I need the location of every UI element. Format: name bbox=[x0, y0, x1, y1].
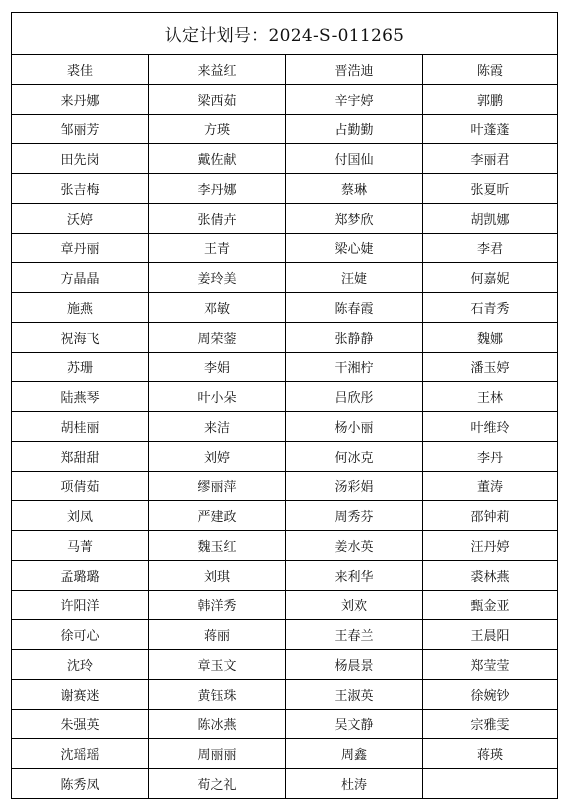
name-cell: 施燕 bbox=[12, 293, 149, 323]
name-cell: 潘玉婷 bbox=[423, 353, 557, 383]
name-cell: 姜水英 bbox=[286, 531, 423, 561]
name-cell: 蔡琳 bbox=[286, 174, 423, 204]
name-cell: 沈玲 bbox=[12, 650, 149, 680]
name-cell: 干湘柠 bbox=[286, 353, 423, 383]
name-cell: 陈秀凤 bbox=[12, 769, 149, 799]
name-cell: 胡桂丽 bbox=[12, 412, 149, 442]
name-cell: 马菁 bbox=[12, 531, 149, 561]
plan-number-title: 认定计划号：2024-S-011265 bbox=[12, 13, 557, 55]
name-cell: 沃婷 bbox=[12, 204, 149, 234]
name-cell: 章玉文 bbox=[149, 650, 286, 680]
name-cell: 苏珊 bbox=[12, 353, 149, 383]
name-cell: 梁心婕 bbox=[286, 234, 423, 264]
name-cell: 来益红 bbox=[149, 55, 286, 85]
name-cell: 何嘉妮 bbox=[423, 263, 557, 293]
name-cell: 郭鹏 bbox=[423, 85, 557, 115]
name-cell: 杜涛 bbox=[286, 769, 423, 799]
name-cell: 付国仙 bbox=[286, 144, 423, 174]
name-cell: 叶蓬蓬 bbox=[423, 115, 557, 145]
name-cell: 王青 bbox=[149, 234, 286, 264]
name-cell: 郑莹莹 bbox=[423, 650, 557, 680]
name-cell: 李丽君 bbox=[423, 144, 557, 174]
name-cell: 张夏昕 bbox=[423, 174, 557, 204]
name-cell: 董涛 bbox=[423, 472, 557, 502]
name-cell: 孟璐璐 bbox=[12, 561, 149, 591]
name-cell: 蒋瑛 bbox=[423, 739, 557, 769]
name-cell: 叶维玲 bbox=[423, 412, 557, 442]
name-cell: 裘林燕 bbox=[423, 561, 557, 591]
name-cell: 吴文静 bbox=[286, 710, 423, 740]
name-cell: 邓敏 bbox=[149, 293, 286, 323]
name-cell: 严建政 bbox=[149, 501, 286, 531]
name-cell: 吕欣彤 bbox=[286, 382, 423, 412]
name-cell: 甄金亚 bbox=[423, 591, 557, 621]
name-cell: 王晨阳 bbox=[423, 620, 557, 650]
name-cell: 王淑英 bbox=[286, 680, 423, 710]
name-cell: 郑甜甜 bbox=[12, 442, 149, 472]
name-cell: 魏玉红 bbox=[149, 531, 286, 561]
name-cell: 张吉梅 bbox=[12, 174, 149, 204]
name-cell: 荀之礼 bbox=[149, 769, 286, 799]
name-cell: 陈春霞 bbox=[286, 293, 423, 323]
name-grid bbox=[12, 55, 557, 799]
name-cell: 杨小丽 bbox=[286, 412, 423, 442]
name-cell: 许阳洋 bbox=[12, 591, 149, 621]
name-cell: 邹丽芳 bbox=[12, 115, 149, 145]
name-cell: 沈瑶瑶 bbox=[12, 739, 149, 769]
name-cell: 周丽丽 bbox=[149, 739, 286, 769]
name-cell: 宗雅雯 bbox=[423, 710, 557, 740]
name-cell: 张倩卉 bbox=[149, 204, 286, 234]
name-cell: 徐婉钞 bbox=[423, 680, 557, 710]
name-cell: 陈霞 bbox=[423, 55, 557, 85]
name-cell: 石青秀 bbox=[423, 293, 557, 323]
name-cell: 周秀芬 bbox=[286, 501, 423, 531]
name-cell: 梁西茹 bbox=[149, 85, 286, 115]
name-cell: 李丹 bbox=[423, 442, 557, 472]
name-cell: 徐可心 bbox=[12, 620, 149, 650]
roster-table bbox=[11, 12, 558, 799]
name-cell: 占勤勤 bbox=[286, 115, 423, 145]
name-cell: 谢赛迷 bbox=[12, 680, 149, 710]
name-cell: 来丹娜 bbox=[12, 85, 149, 115]
name-cell: 裘佳 bbox=[12, 55, 149, 85]
name-cell: 周荣蓥 bbox=[149, 323, 286, 353]
name-cell: 邵钟莉 bbox=[423, 501, 557, 531]
name-cell: 缪丽萍 bbox=[149, 472, 286, 502]
name-cell: 王林 bbox=[423, 382, 557, 412]
name-cell: 韩洋秀 bbox=[149, 591, 286, 621]
name-cell: 陈冰燕 bbox=[149, 710, 286, 740]
name-cell: 姜玲美 bbox=[149, 263, 286, 293]
name-cell: 朱强英 bbox=[12, 710, 149, 740]
name-cell: 方瑛 bbox=[149, 115, 286, 145]
name-cell: 汪婕 bbox=[286, 263, 423, 293]
name-cell: 祝海飞 bbox=[12, 323, 149, 353]
name-cell: 王春兰 bbox=[286, 620, 423, 650]
name-cell: 汪丹婷 bbox=[423, 531, 557, 561]
name-cell: 蒋丽 bbox=[149, 620, 286, 650]
name-cell: 来利华 bbox=[286, 561, 423, 591]
name-cell: 辛宇婷 bbox=[286, 85, 423, 115]
name-cell: 刘欢 bbox=[286, 591, 423, 621]
name-cell: 戴佐献 bbox=[149, 144, 286, 174]
name-cell: 郑梦欣 bbox=[286, 204, 423, 234]
name-cell: 杨晨景 bbox=[286, 650, 423, 680]
name-cell bbox=[423, 769, 557, 799]
name-cell: 项倩茹 bbox=[12, 472, 149, 502]
name-cell: 陆燕琴 bbox=[12, 382, 149, 412]
name-cell: 刘琪 bbox=[149, 561, 286, 591]
name-cell: 晋浩迪 bbox=[286, 55, 423, 85]
name-cell: 李丹娜 bbox=[149, 174, 286, 204]
name-cell: 叶小朵 bbox=[149, 382, 286, 412]
name-cell: 魏娜 bbox=[423, 323, 557, 353]
name-cell: 汤彩娟 bbox=[286, 472, 423, 502]
name-cell: 刘凤 bbox=[12, 501, 149, 531]
name-cell: 来洁 bbox=[149, 412, 286, 442]
name-cell: 何冰克 bbox=[286, 442, 423, 472]
name-cell: 章丹丽 bbox=[12, 234, 149, 264]
name-cell: 胡凯娜 bbox=[423, 204, 557, 234]
name-cell: 周鑫 bbox=[286, 739, 423, 769]
name-cell: 黄钰珠 bbox=[149, 680, 286, 710]
name-cell: 方晶晶 bbox=[12, 263, 149, 293]
name-cell: 李娟 bbox=[149, 353, 286, 383]
name-cell: 刘婷 bbox=[149, 442, 286, 472]
name-cell: 田先岗 bbox=[12, 144, 149, 174]
name-cell: 李君 bbox=[423, 234, 557, 264]
name-cell: 张静静 bbox=[286, 323, 423, 353]
